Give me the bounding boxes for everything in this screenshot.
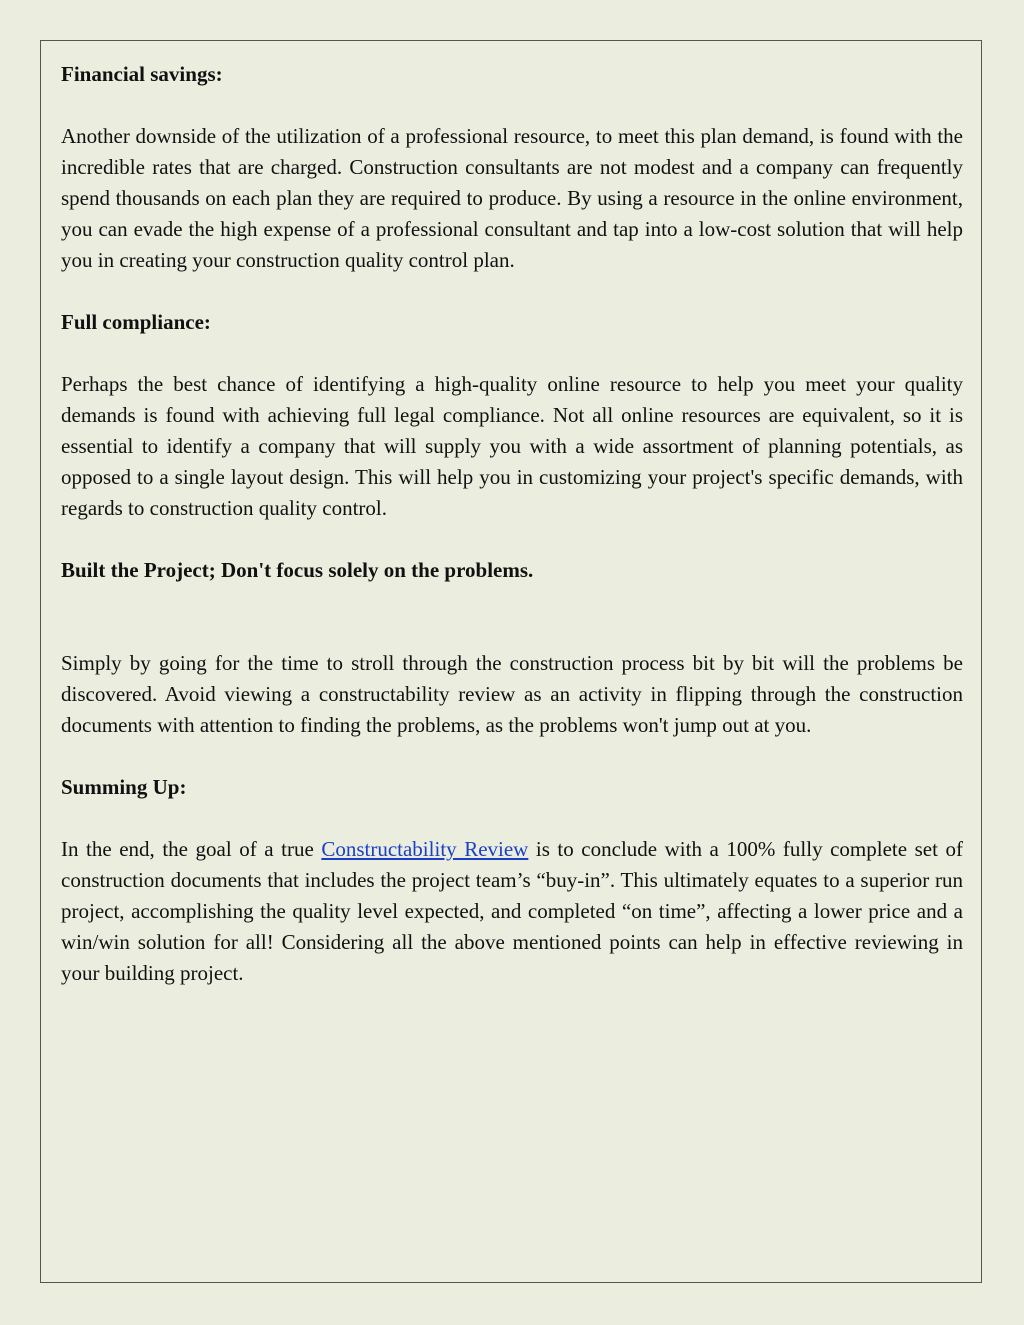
summing-up-text-after-link: is to conclude with a 100% fully complete set of construction documents that includes the project team’s “buy-in”. This ultimately equates to a superior run project, accomplishing the quality level expected, and completed “on time”, affecting a lower price and a win/win solution for all! Considering all the above mentioned points can help in effective reviewing in your building project. bbox=[61, 837, 963, 985]
page-frame bbox=[40, 40, 982, 1283]
section-heading-full-compliance: Full compliance: bbox=[61, 310, 211, 334]
summing-up-text-before-link: In the end, the goal of a true bbox=[61, 837, 322, 861]
section-body-built-the-project: Simply by going for the time to stroll through the construction process bit by bit will the problems be discovered. Avoid viewing a constructability review as an activity in flipping through the construction documents with attention to finding the problems, as the problems won't jump out at you. bbox=[61, 651, 963, 737]
section-heading-built-the-project: Built the Project; Don't focus solely on the problems. bbox=[61, 558, 534, 582]
section-body-financial-savings: Another downside of the utilization of a professional resource, to meet this plan demand, is found with the incredible rates that are charged. Construction consultants are not modest and a company can frequently spend thousands on each plan they are required to produce. By using a resource in the online environment, you can evade the high expense of a professional consultant and tap into a low-cost solution that will help you in creating your construction quality control plan. bbox=[61, 124, 963, 272]
document-content bbox=[61, 59, 963, 989]
section-body-summing-up bbox=[61, 834, 963, 989]
section-heading-financial-savings: Financial savings: bbox=[61, 62, 223, 86]
section-heading-summing-up: Summing Up: bbox=[61, 775, 187, 799]
section-body-full-compliance: Perhaps the best chance of identifying a high-quality online resource to help you meet your quality demands is found with achieving full legal compliance. Not all online resources are equivalent, so it is essential to identify a company that will supply you with a wide assortment of planning potentials, as opposed to a single layout design. This will help you in customizing your project's specific demands, with regards to construction quality control. bbox=[61, 372, 963, 520]
constructability-review-link[interactable]: Constructability Review bbox=[321, 837, 529, 861]
